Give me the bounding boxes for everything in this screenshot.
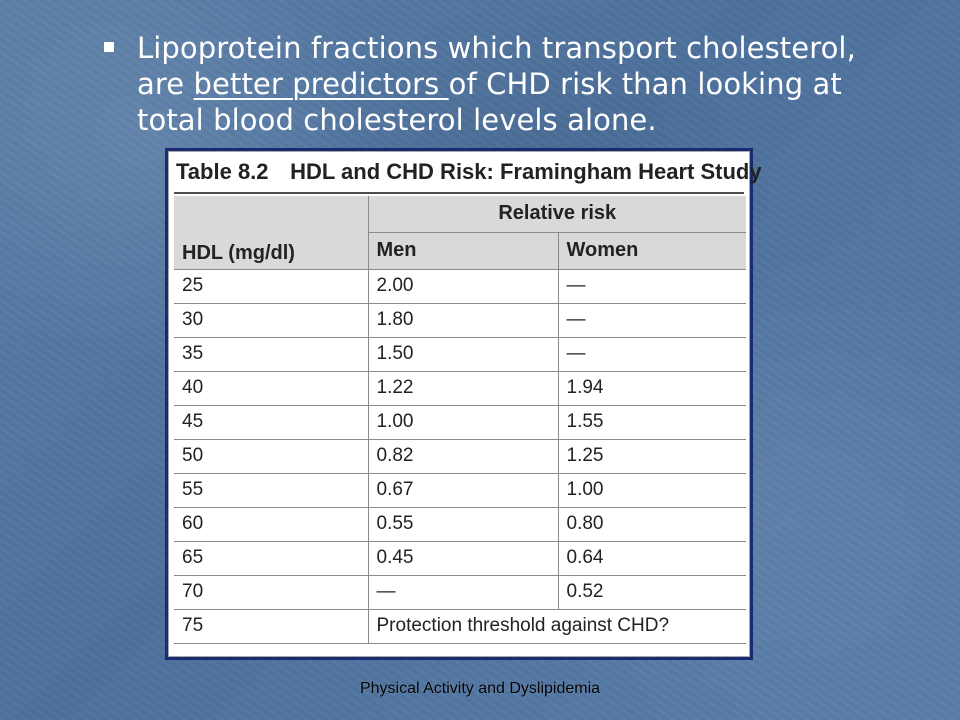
hdl-chd-risk-table bbox=[174, 196, 746, 644]
hdl-cell: 75 bbox=[174, 609, 368, 643]
women-risk-cell: 1.94 bbox=[558, 371, 746, 405]
women-risk-cell: 0.80 bbox=[558, 507, 746, 541]
hdl-cell: 60 bbox=[174, 507, 368, 541]
bullet-text-start: Lipoprotein fractions which transport cholesterol, are bbox=[137, 31, 856, 101]
men-risk-cell: 0.82 bbox=[368, 439, 558, 473]
women-risk-cell: 1.25 bbox=[558, 439, 746, 473]
protection-threshold-cell: Protection threshold against CHD? bbox=[368, 609, 746, 643]
women-risk-cell: — bbox=[558, 269, 746, 303]
hdl-cell: 55 bbox=[174, 473, 368, 507]
table-frame bbox=[165, 148, 762, 660]
men-column-header: Men bbox=[368, 232, 558, 269]
table-row bbox=[174, 439, 746, 473]
men-risk-cell: 0.55 bbox=[368, 507, 558, 541]
hdl-cell: 40 bbox=[174, 371, 368, 405]
table-title bbox=[176, 159, 762, 185]
underlined-phrase: better predictors bbox=[193, 67, 449, 101]
women-risk-cell: — bbox=[558, 303, 746, 337]
hdl-cell: 25 bbox=[174, 269, 368, 303]
table-row bbox=[174, 337, 746, 371]
table-row-threshold bbox=[174, 609, 746, 643]
title-divider bbox=[174, 192, 744, 194]
men-risk-cell: 1.22 bbox=[368, 371, 558, 405]
table-row bbox=[174, 303, 746, 337]
women-column-header: Women bbox=[558, 232, 746, 269]
table-row bbox=[174, 541, 746, 575]
men-risk-cell: 0.45 bbox=[368, 541, 558, 575]
women-risk-cell: 1.00 bbox=[558, 473, 746, 507]
table-heading: HDL and CHD Risk: Framingham Heart Study bbox=[290, 159, 762, 184]
square-bullet-icon bbox=[104, 42, 114, 52]
table-row bbox=[174, 473, 746, 507]
table-row bbox=[174, 269, 746, 303]
hdl-cell: 45 bbox=[174, 405, 368, 439]
table-number: Table 8.2 bbox=[176, 159, 269, 184]
men-risk-cell: 1.00 bbox=[368, 405, 558, 439]
hdl-column-header: HDL (mg/dl) bbox=[174, 196, 368, 269]
table-header-row-top bbox=[174, 196, 746, 232]
women-risk-cell: — bbox=[558, 337, 746, 371]
bullet-text bbox=[137, 30, 897, 138]
hdl-cell: 65 bbox=[174, 541, 368, 575]
table-row bbox=[174, 575, 746, 609]
men-risk-cell: 0.67 bbox=[368, 473, 558, 507]
hdl-risk-table-panel bbox=[168, 151, 762, 657]
men-risk-cell: — bbox=[368, 575, 558, 609]
women-risk-cell: 0.64 bbox=[558, 541, 746, 575]
hdl-cell: 50 bbox=[174, 439, 368, 473]
hdl-cell: 30 bbox=[174, 303, 368, 337]
men-risk-cell: 2.00 bbox=[368, 269, 558, 303]
bullet-text-end: of CHD risk than looking at total blood cholesterol levels alone. bbox=[137, 67, 842, 137]
relative-risk-header: Relative risk bbox=[368, 196, 746, 232]
slide-footer: Physical Activity and Dyslipidemia bbox=[359, 680, 601, 697]
men-risk-cell: 1.50 bbox=[368, 337, 558, 371]
bullet-point bbox=[104, 30, 904, 138]
hdl-cell: 70 bbox=[174, 575, 368, 609]
hdl-cell: 35 bbox=[174, 337, 368, 371]
men-risk-cell: 1.80 bbox=[368, 303, 558, 337]
table-row bbox=[174, 507, 746, 541]
women-risk-cell: 1.55 bbox=[558, 405, 746, 439]
table-row bbox=[174, 405, 746, 439]
table-row bbox=[174, 371, 746, 405]
women-risk-cell: 0.52 bbox=[558, 575, 746, 609]
